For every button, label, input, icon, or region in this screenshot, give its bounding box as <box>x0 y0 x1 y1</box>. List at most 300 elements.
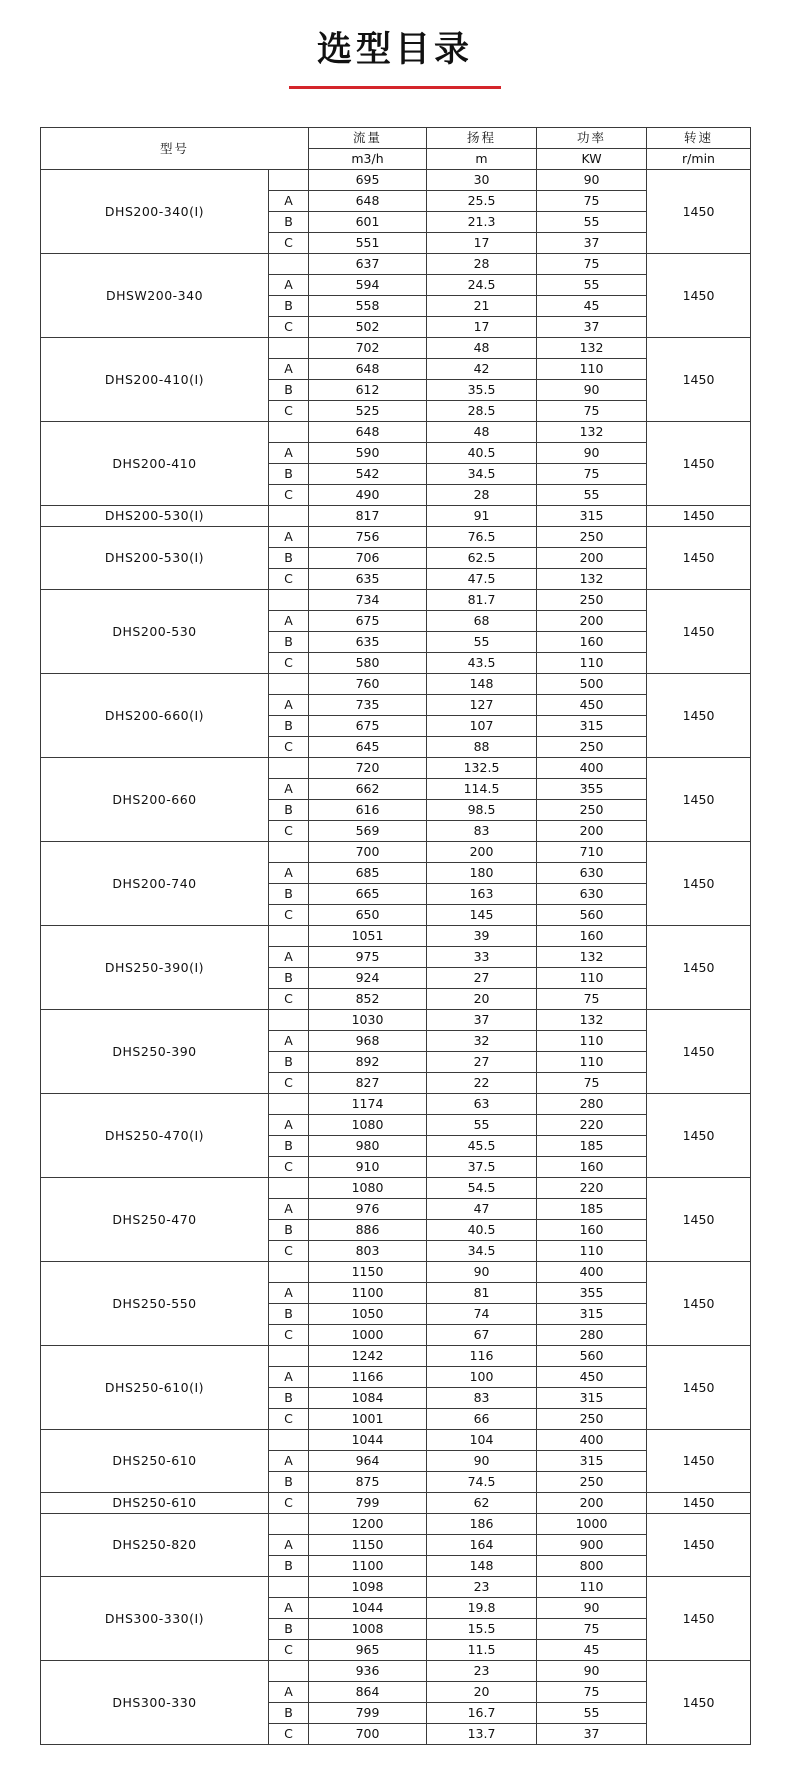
cell-flow: 502 <box>309 317 427 338</box>
cell-head: 83 <box>427 1388 537 1409</box>
cell-power: 110 <box>537 1577 647 1598</box>
cell-head: 114.5 <box>427 779 537 800</box>
table-row <box>41 506 751 527</box>
cell-variant: A <box>269 191 309 212</box>
cell-variant: A <box>269 695 309 716</box>
cell-power: 710 <box>537 842 647 863</box>
cell-model: DHS250-470 <box>41 1178 269 1262</box>
cell-model: DHS200-660 <box>41 758 269 842</box>
cell-speed: 1450 <box>647 590 751 674</box>
cell-flow: 734 <box>309 590 427 611</box>
table-row <box>41 758 751 779</box>
cell-flow: 601 <box>309 212 427 233</box>
cell-power: 400 <box>537 1430 647 1451</box>
cell-variant <box>269 338 309 359</box>
cell-model: DHS300-330 <box>41 1661 269 1745</box>
cell-variant: B <box>269 380 309 401</box>
cell-flow: 803 <box>309 1241 427 1262</box>
cell-variant: A <box>269 1535 309 1556</box>
cell-power: 110 <box>537 359 647 380</box>
cell-head: 37 <box>427 1010 537 1031</box>
col-header-flow: 流量 <box>309 128 427 149</box>
cell-flow: 675 <box>309 611 427 632</box>
cell-flow: 817 <box>309 506 427 527</box>
col-unit-power: KW <box>537 149 647 170</box>
cell-speed: 1450 <box>647 1577 751 1661</box>
cell-flow: 1242 <box>309 1346 427 1367</box>
cell-head: 81 <box>427 1283 537 1304</box>
cell-flow: 645 <box>309 737 427 758</box>
cell-flow: 1150 <box>309 1262 427 1283</box>
table-row <box>41 1094 751 1115</box>
cell-speed: 1450 <box>647 674 751 758</box>
table-row <box>41 1577 751 1598</box>
cell-variant <box>269 506 309 527</box>
cell-power: 220 <box>537 1115 647 1136</box>
cell-model: DHSW200-340 <box>41 254 269 338</box>
cell-variant: C <box>269 1640 309 1661</box>
cell-flow: 976 <box>309 1199 427 1220</box>
cell-power: 110 <box>537 1241 647 1262</box>
cell-variant: A <box>269 1031 309 1052</box>
cell-head: 15.5 <box>427 1619 537 1640</box>
cell-power: 400 <box>537 758 647 779</box>
table-row <box>41 842 751 863</box>
cell-variant: A <box>269 1115 309 1136</box>
cell-power: 160 <box>537 1220 647 1241</box>
cell-head: 40.5 <box>427 1220 537 1241</box>
col-header-speed: 转速 <box>647 128 751 149</box>
cell-head: 145 <box>427 905 537 926</box>
table-row <box>41 1346 751 1367</box>
cell-power: 185 <box>537 1136 647 1157</box>
cell-flow: 936 <box>309 1661 427 1682</box>
cell-flow: 1051 <box>309 926 427 947</box>
cell-head: 74 <box>427 1304 537 1325</box>
cell-model: DHS200-660(I) <box>41 674 269 758</box>
cell-flow: 648 <box>309 191 427 212</box>
cell-flow: 975 <box>309 947 427 968</box>
cell-head: 116 <box>427 1346 537 1367</box>
cell-speed: 1450 <box>647 338 751 422</box>
cell-model: DHS200-740 <box>41 842 269 926</box>
cell-model: DHS200-530 <box>41 590 269 674</box>
cell-variant: B <box>269 212 309 233</box>
cell-variant <box>269 674 309 695</box>
cell-model: DHS200-410(I) <box>41 338 269 422</box>
table-row <box>41 1661 751 1682</box>
cell-head: 17 <box>427 317 537 338</box>
cell-head: 47.5 <box>427 569 537 590</box>
cell-head: 90 <box>427 1262 537 1283</box>
cell-variant: C <box>269 1073 309 1094</box>
cell-power: 630 <box>537 884 647 905</box>
spec-table <box>40 127 751 1745</box>
cell-power: 132 <box>537 338 647 359</box>
cell-variant: C <box>269 989 309 1010</box>
cell-variant: B <box>269 1388 309 1409</box>
cell-power: 45 <box>537 1640 647 1661</box>
cell-power: 90 <box>537 443 647 464</box>
table-row <box>41 926 751 947</box>
cell-variant <box>269 1514 309 1535</box>
cell-variant: B <box>269 1556 309 1577</box>
cell-variant <box>269 1577 309 1598</box>
cell-variant: C <box>269 1493 309 1514</box>
cell-flow: 1000 <box>309 1325 427 1346</box>
cell-head: 45.5 <box>427 1136 537 1157</box>
cell-speed: 1450 <box>647 1661 751 1745</box>
cell-variant: A <box>269 611 309 632</box>
cell-model: DHS250-390(I) <box>41 926 269 1010</box>
cell-flow: 1008 <box>309 1619 427 1640</box>
cell-power: 220 <box>537 1178 647 1199</box>
cell-flow: 490 <box>309 485 427 506</box>
cell-head: 100 <box>427 1367 537 1388</box>
cell-power: 250 <box>537 800 647 821</box>
cell-head: 91 <box>427 506 537 527</box>
cell-power: 250 <box>537 1409 647 1430</box>
cell-power: 800 <box>537 1556 647 1577</box>
cell-speed: 1450 <box>647 170 751 254</box>
cell-power: 355 <box>537 779 647 800</box>
table-row <box>41 170 751 191</box>
cell-variant: B <box>269 632 309 653</box>
cell-power: 55 <box>537 485 647 506</box>
cell-power: 900 <box>537 1535 647 1556</box>
cell-variant: B <box>269 1136 309 1157</box>
cell-power: 75 <box>537 254 647 275</box>
cell-flow: 910 <box>309 1157 427 1178</box>
cell-head: 180 <box>427 863 537 884</box>
cell-variant: A <box>269 863 309 884</box>
cell-flow: 569 <box>309 821 427 842</box>
cell-flow: 1084 <box>309 1388 427 1409</box>
cell-power: 200 <box>537 548 647 569</box>
cell-head: 62 <box>427 1493 537 1514</box>
cell-power: 315 <box>537 506 647 527</box>
cell-head: 127 <box>427 695 537 716</box>
cell-power: 75 <box>537 401 647 422</box>
cell-flow: 968 <box>309 1031 427 1052</box>
cell-flow: 1100 <box>309 1283 427 1304</box>
cell-flow: 558 <box>309 296 427 317</box>
cell-variant: B <box>269 716 309 737</box>
cell-head: 43.5 <box>427 653 537 674</box>
cell-head: 186 <box>427 1514 537 1535</box>
col-header-model: 型号 <box>41 128 309 170</box>
cell-power: 132 <box>537 947 647 968</box>
table-row <box>41 1010 751 1031</box>
cell-power: 200 <box>537 1493 647 1514</box>
cell-model: DHS200-530(I) <box>41 506 269 527</box>
cell-variant: B <box>269 464 309 485</box>
cell-head: 21 <box>427 296 537 317</box>
cell-variant: A <box>269 779 309 800</box>
cell-speed: 1450 <box>647 1514 751 1577</box>
cell-variant: C <box>269 485 309 506</box>
cell-power: 160 <box>537 1157 647 1178</box>
cell-variant: A <box>269 1451 309 1472</box>
cell-head: 21.3 <box>427 212 537 233</box>
cell-variant <box>269 1346 309 1367</box>
cell-variant <box>269 422 309 443</box>
cell-variant: A <box>269 359 309 380</box>
cell-model: DHS300-330(I) <box>41 1577 269 1661</box>
cell-head: 62.5 <box>427 548 537 569</box>
cell-head: 19.8 <box>427 1598 537 1619</box>
cell-flow: 1050 <box>309 1304 427 1325</box>
cell-flow: 551 <box>309 233 427 254</box>
cell-head: 55 <box>427 632 537 653</box>
cell-variant: B <box>269 884 309 905</box>
cell-variant: C <box>269 821 309 842</box>
cell-speed: 1450 <box>647 1094 751 1178</box>
cell-power: 90 <box>537 1661 647 1682</box>
cell-flow: 864 <box>309 1682 427 1703</box>
cell-head: 164 <box>427 1535 537 1556</box>
cell-power: 450 <box>537 695 647 716</box>
cell-variant: C <box>269 1409 309 1430</box>
cell-head: 17 <box>427 233 537 254</box>
cell-flow: 1030 <box>309 1010 427 1031</box>
cell-flow: 735 <box>309 695 427 716</box>
cell-speed: 1450 <box>647 842 751 926</box>
table-header <box>41 128 751 170</box>
cell-flow: 980 <box>309 1136 427 1157</box>
cell-power: 250 <box>537 1472 647 1493</box>
cell-model: DHS250-610(I) <box>41 1346 269 1430</box>
cell-head: 55 <box>427 1115 537 1136</box>
cell-flow: 706 <box>309 548 427 569</box>
cell-variant: B <box>269 968 309 989</box>
cell-power: 200 <box>537 611 647 632</box>
cell-head: 25.5 <box>427 191 537 212</box>
cell-variant: C <box>269 737 309 758</box>
cell-flow: 700 <box>309 842 427 863</box>
cell-power: 1000 <box>537 1514 647 1535</box>
cell-variant: A <box>269 443 309 464</box>
cell-model: DHS250-390 <box>41 1010 269 1094</box>
page-title: 选型目录 <box>316 30 473 70</box>
cell-head: 163 <box>427 884 537 905</box>
cell-power: 280 <box>537 1325 647 1346</box>
spec-table-wrapper <box>0 89 790 1755</box>
cell-variant: A <box>269 1283 309 1304</box>
cell-variant <box>269 1262 309 1283</box>
cell-variant: A <box>269 1199 309 1220</box>
cell-variant: B <box>269 1052 309 1073</box>
cell-head: 98.5 <box>427 800 537 821</box>
cell-variant: A <box>269 947 309 968</box>
cell-variant <box>269 926 309 947</box>
cell-variant: A <box>269 1367 309 1388</box>
cell-variant: C <box>269 1724 309 1745</box>
cell-variant: B <box>269 296 309 317</box>
cell-speed: 1450 <box>647 1010 751 1094</box>
cell-power: 250 <box>537 737 647 758</box>
cell-head: 47 <box>427 1199 537 1220</box>
cell-flow: 1080 <box>309 1178 427 1199</box>
cell-speed: 1450 <box>647 1430 751 1493</box>
cell-power: 450 <box>537 1367 647 1388</box>
cell-head: 33 <box>427 947 537 968</box>
col-unit-speed: r/min <box>647 149 751 170</box>
cell-flow: 875 <box>309 1472 427 1493</box>
table-body <box>41 170 751 1745</box>
cell-head: 20 <box>427 1682 537 1703</box>
cell-flow: 648 <box>309 359 427 380</box>
cell-variant <box>269 170 309 191</box>
cell-flow: 695 <box>309 170 427 191</box>
cell-flow: 635 <box>309 569 427 590</box>
cell-variant <box>269 590 309 611</box>
cell-flow: 525 <box>309 401 427 422</box>
cell-flow: 685 <box>309 863 427 884</box>
cell-speed: 1450 <box>647 926 751 1010</box>
cell-head: 104 <box>427 1430 537 1451</box>
cell-flow: 542 <box>309 464 427 485</box>
cell-speed: 1450 <box>647 1262 751 1346</box>
cell-flow: 662 <box>309 779 427 800</box>
cell-head: 23 <box>427 1661 537 1682</box>
cell-flow: 1044 <box>309 1430 427 1451</box>
cell-power: 90 <box>537 380 647 401</box>
cell-flow: 827 <box>309 1073 427 1094</box>
header-row-labels <box>41 128 751 149</box>
cell-power: 110 <box>537 968 647 989</box>
cell-head: 27 <box>427 1052 537 1073</box>
cell-variant: A <box>269 527 309 548</box>
cell-head: 74.5 <box>427 1472 537 1493</box>
cell-head: 90 <box>427 1451 537 1472</box>
cell-variant: B <box>269 548 309 569</box>
cell-head: 81.7 <box>427 590 537 611</box>
cell-flow: 1200 <box>309 1514 427 1535</box>
cell-power: 55 <box>537 1703 647 1724</box>
cell-power: 500 <box>537 674 647 695</box>
cell-power: 90 <box>537 170 647 191</box>
cell-power: 315 <box>537 1304 647 1325</box>
cell-variant <box>269 842 309 863</box>
cell-speed: 1450 <box>647 506 751 527</box>
cell-power: 132 <box>537 422 647 443</box>
cell-model: DHS250-610 <box>41 1493 269 1514</box>
cell-head: 76.5 <box>427 527 537 548</box>
cell-model: DHS200-410 <box>41 422 269 506</box>
cell-flow: 852 <box>309 989 427 1010</box>
cell-power: 37 <box>537 233 647 254</box>
cell-power: 630 <box>537 863 647 884</box>
cell-variant <box>269 1010 309 1031</box>
cell-head: 20 <box>427 989 537 1010</box>
cell-head: 28.5 <box>427 401 537 422</box>
cell-variant: C <box>269 1325 309 1346</box>
cell-flow: 799 <box>309 1703 427 1724</box>
cell-flow: 965 <box>309 1640 427 1661</box>
cell-head: 30 <box>427 170 537 191</box>
cell-power: 75 <box>537 989 647 1010</box>
cell-flow: 964 <box>309 1451 427 1472</box>
cell-head: 88 <box>427 737 537 758</box>
cell-model: DHS250-820 <box>41 1514 269 1577</box>
cell-head: 13.7 <box>427 1724 537 1745</box>
cell-head: 35.5 <box>427 380 537 401</box>
cell-flow: 1166 <box>309 1367 427 1388</box>
cell-power: 90 <box>537 1598 647 1619</box>
cell-speed: 1450 <box>647 422 751 506</box>
cell-head: 132.5 <box>427 758 537 779</box>
cell-head: 11.5 <box>427 1640 537 1661</box>
cell-power: 185 <box>537 1199 647 1220</box>
cell-flow: 886 <box>309 1220 427 1241</box>
cell-speed: 1450 <box>647 1346 751 1430</box>
cell-power: 75 <box>537 1073 647 1094</box>
cell-power: 55 <box>537 275 647 296</box>
cell-head: 83 <box>427 821 537 842</box>
cell-flow: 675 <box>309 716 427 737</box>
cell-power: 132 <box>537 1010 647 1031</box>
cell-power: 45 <box>537 296 647 317</box>
cell-variant: B <box>269 1304 309 1325</box>
cell-head: 54.5 <box>427 1178 537 1199</box>
cell-head: 24.5 <box>427 275 537 296</box>
cell-flow: 720 <box>309 758 427 779</box>
cell-power: 400 <box>537 1262 647 1283</box>
cell-head: 27 <box>427 968 537 989</box>
table-row <box>41 254 751 275</box>
cell-head: 16.7 <box>427 1703 537 1724</box>
cell-variant: C <box>269 569 309 590</box>
cell-power: 315 <box>537 1451 647 1472</box>
cell-flow: 635 <box>309 632 427 653</box>
table-row <box>41 590 751 611</box>
cell-head: 42 <box>427 359 537 380</box>
cell-power: 110 <box>537 1052 647 1073</box>
cell-flow: 1080 <box>309 1115 427 1136</box>
cell-flow: 612 <box>309 380 427 401</box>
cell-variant <box>269 1178 309 1199</box>
cell-flow: 1150 <box>309 1535 427 1556</box>
cell-power: 37 <box>537 317 647 338</box>
title-block <box>0 0 790 89</box>
cell-model: DHS250-610 <box>41 1430 269 1493</box>
cell-head: 200 <box>427 842 537 863</box>
cell-head: 22 <box>427 1073 537 1094</box>
cell-variant: B <box>269 1220 309 1241</box>
cell-model: DHS200-530(I) <box>41 527 269 590</box>
cell-flow: 1174 <box>309 1094 427 1115</box>
cell-variant: A <box>269 1598 309 1619</box>
cell-variant: C <box>269 1157 309 1178</box>
cell-variant: C <box>269 1241 309 1262</box>
cell-flow: 650 <box>309 905 427 926</box>
cell-flow: 616 <box>309 800 427 821</box>
cell-power: 315 <box>537 716 647 737</box>
cell-power: 160 <box>537 926 647 947</box>
cell-power: 560 <box>537 905 647 926</box>
cell-flow: 637 <box>309 254 427 275</box>
table-row <box>41 1430 751 1451</box>
table-row <box>41 1178 751 1199</box>
cell-speed: 1450 <box>647 254 751 338</box>
table-row <box>41 527 751 548</box>
table-row <box>41 1493 751 1514</box>
cell-speed: 1450 <box>647 758 751 842</box>
cell-flow: 799 <box>309 1493 427 1514</box>
cell-flow: 924 <box>309 968 427 989</box>
cell-variant: B <box>269 1619 309 1640</box>
